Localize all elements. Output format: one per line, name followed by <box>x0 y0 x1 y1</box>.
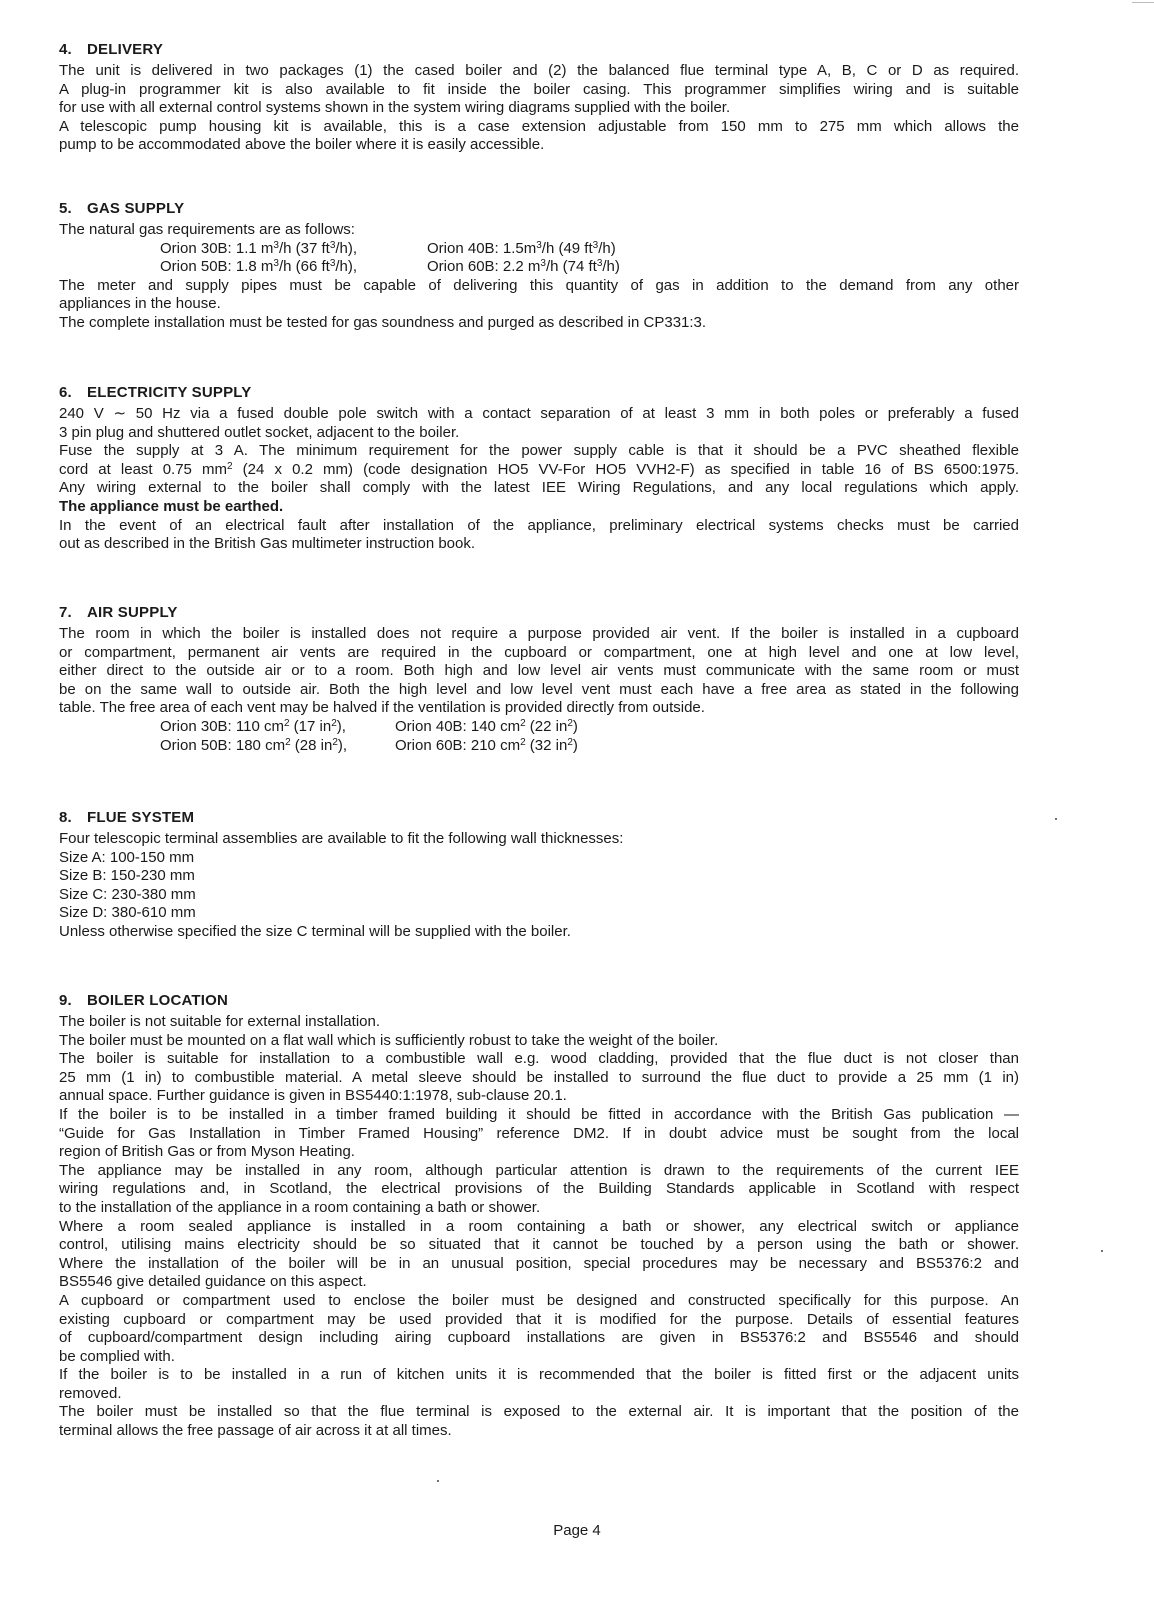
text-line: wiring regulations and, in Scotland, the electrical provisions of the Building Standards applicable in Scotland with respect <box>59 1180 1019 1198</box>
text-line: annual space. Further guidance is given in BS5440:1:1978, sub-clause 20.1. <box>59 1087 567 1105</box>
section-heading: 9. BOILER LOCATION <box>59 992 229 1009</box>
section-heading: 6. ELECTRICITY SUPPLY <box>59 384 252 401</box>
text-line: If the boiler is to be installed in a timber framed building it should be fitted in accordance with the British Gas publication — <box>59 1105 1019 1123</box>
text-line: A cupboard or compartment used to enclose the boiler must be designed and constructed specifically for this purpose. An <box>59 1291 1019 1309</box>
section-flue-system <box>59 808 1019 942</box>
section-heading: 8. FLUE SYSTEM <box>59 809 195 826</box>
text-line: Size D: 380-610 mm <box>59 904 196 922</box>
section-electricity-supply <box>59 383 1019 554</box>
text-line: appliances in the house. <box>59 295 221 313</box>
text-line: Where a room sealed appliance is installed in a room containing a bath or shower, any electrical switch or appliance <box>59 1217 1019 1235</box>
earthed-warning: The appliance must be earthed. <box>59 497 284 515</box>
text-line: control, utilising mains electricity should be so situated that it cannot be touched by a person using the bath or shower. <box>59 1236 1019 1254</box>
text-line: region of British Gas or from Myson Heating. <box>59 1143 355 1161</box>
text-line: In the event of an electrical fault after installation of the appliance, preliminary electrical systems checks must be carried <box>59 516 1019 534</box>
text-line: BS5546 give detailed guidance on this aspect. <box>59 1273 367 1291</box>
text-line: table. The free area of each vent may be halved if the ventilation is provided directly from outside. <box>59 699 705 717</box>
text-line: for use with all external control systems shown in the system wiring diagrams supplied with the boiler. <box>59 99 731 117</box>
text-line: pump to be accommodated above the boiler where it is easily accessible. <box>59 136 545 154</box>
text-line: out as described in the British Gas multimeter instruction book. <box>59 535 476 553</box>
section-text <box>59 405 1019 498</box>
section-text <box>59 830 1019 942</box>
text-line: The boiler is not suitable for external installation. <box>59 1013 381 1030</box>
text-line: removed. <box>59 1384 122 1402</box>
text-line: Any wiring external to the boiler shall comply with the latest IEE Wiring Regulations, and any local regulations which apply. <box>59 479 1019 497</box>
text-line: to the installation of the appliance in a room containing a bath or shower. <box>59 1198 541 1216</box>
text-line: terminal allows the free passage of air across it at all times. <box>59 1422 452 1440</box>
text-line: existing cupboard or compartment may be used provided that it is modified for the purpose. Details of essential features <box>59 1310 1019 1328</box>
section-text <box>59 62 1019 155</box>
text-line: of cupboard/compartment design including airing cupboard installations are given in BS5376:2 and BS5546 and should <box>59 1329 1019 1347</box>
section-boiler-location <box>59 991 1019 1441</box>
section-text <box>59 1013 1019 1441</box>
text-line: The unit is delivered in two packages (1) the cased boiler and (2) the balanced flue terminal type A, B, C or D as required. <box>59 62 1019 79</box>
text-line: Size C: 230-380 mm <box>59 885 196 903</box>
text-line: “Guide for Gas Installation in Timber Framed Housing” reference DM2. If in doubt advice must be sought from the local <box>59 1124 1019 1142</box>
text-line: The boiler must be installed so that the flue terminal is exposed to the external air. It is important that the position of the <box>59 1403 1019 1421</box>
section-text <box>59 277 1019 333</box>
text-line: The appliance may be installed in any room, although particular attention is drawn to the requirements of the current IEE <box>59 1161 1019 1179</box>
text-line: A telescopic pump housing kit is available, this is a case extension adjustable from 150 mm to 275 mm which allows the <box>59 117 1019 135</box>
scan-speck <box>1101 1250 1103 1252</box>
vent-area-row: Orion 50B: 180 $cm^2$ (28 $in^2$), Orion 60B: 210 $cm^2$ (32 $in^2$) <box>160 736 578 754</box>
section-heading: 5. GAS SUPPLY <box>59 200 185 217</box>
text-line: The meter and supply pipes must be capable of delivering this quantity of gas in addition to the demand from any other <box>59 276 1019 294</box>
text-line: Size B: 150-230 mm <box>59 867 195 885</box>
text-line: either direct to the outside air or to a room. Both high and low level air vents must communicate with the same room or must <box>59 662 1019 680</box>
vent-area-row: Orion 30B: 110 $cm^2$ (17 $in^2$), Orion 40B: 140 $cm^2$ (22 $in^2$) <box>160 717 578 735</box>
scan-speck <box>1055 818 1057 820</box>
text-line: be complied with. <box>59 1347 175 1365</box>
text-line: Fuse the supply at 3 A. The minimum requirement for the power supply cable is that it should be a PVC sheathed flexible <box>59 442 1019 460</box>
section-gas-supply <box>59 199 1019 333</box>
section-text <box>59 517 1019 554</box>
text-line: cord at least 0.75 $mm^2$ (24 x 0.2 mm) (code designation HO5 VV-For HO5 VVH2-F) as specified in table 16 of BS 6500:1975. <box>59 460 1019 478</box>
gas-requirement-row: Orion 50B: 1.8 $m^3/h$ (66 $ft^3/h$), Orion 60B: 2.2 $m^3/h$ (74 $ft^3/h$) <box>160 258 620 276</box>
text-line: 240 V ∼ 50 Hz via a fused double pole switch with a contact separation of at least 3 mm in both poles or preferably a fused <box>59 405 1019 422</box>
text-line: Four telescopic terminal assemblies are available to fit the following wall thicknesses: <box>59 830 624 847</box>
text-line: The room in which the boiler is installed does not require a purpose provided air vent. If the boiler is installed in a cupboard <box>59 625 1019 642</box>
section-air-supply <box>59 603 1019 755</box>
text-line: Where the installation of the boiler will be in an unusual position, special procedures may be necessary and BS5376:2 and <box>59 1254 1019 1272</box>
text-line: The boiler must be mounted on a flat wall which is sufficiently robust to take the weight of the boiler. <box>59 1031 719 1049</box>
scan-speck <box>437 1480 439 1482</box>
text-line: The complete installation must be tested for gas soundness and purged as described in CP331:3. <box>59 313 707 331</box>
page-number: Page 4 <box>553 1522 601 1539</box>
text-line: Size A: 100-150 mm <box>59 848 195 866</box>
section-text <box>59 625 1019 718</box>
text-line: Unless otherwise specified the size C terminal will be supplied with the boiler. <box>59 922 571 940</box>
text-line: A plug-in programmer kit is also available to fit inside the boiler casing. This programmer simplifies wiring and is suitable <box>59 80 1019 98</box>
section-heading: 4. DELIVERY <box>59 41 164 58</box>
text-line: 25 mm (1 in) to combustible material. A metal sleeve should be installed to surround the flue duct to provide a 25 mm (1 in) <box>59 1068 1019 1086</box>
text-line: be on the same wall to outside air. Both the high level and low level vent must each have a free area as stated in the following <box>59 680 1019 698</box>
section-heading: 7. AIR SUPPLY <box>59 604 178 621</box>
gas-requirements-table <box>59 240 1019 277</box>
text-line: The boiler is suitable for installation to a combustible wall e.g. wood cladding, provided that the flue duct is not closer than <box>59 1050 1019 1068</box>
text-line: If the boiler is to be installed in a run of kitchen units it is recommended that the boiler is fitted first or the adjacent units <box>59 1366 1019 1384</box>
corner-mark <box>1132 2 1154 3</box>
section-delivery <box>59 40 1019 155</box>
gas-intro: The natural gas requirements are as follows: <box>59 221 355 238</box>
text-line: or compartment, permanent air vents are required in the cupboard or compartment, one at high level and one at low level, <box>59 643 1019 661</box>
vent-area-table <box>59 718 1019 755</box>
text-line: 3 pin plug and shuttered outlet socket, adjacent to the boiler. <box>59 423 460 441</box>
gas-requirement-row: Orion 30B: 1.1 $m^3/h$ (37 $ft^3/h$), Orion 40B: $1.5m^3/h$ (49 $ft^3/h$) <box>160 239 616 257</box>
